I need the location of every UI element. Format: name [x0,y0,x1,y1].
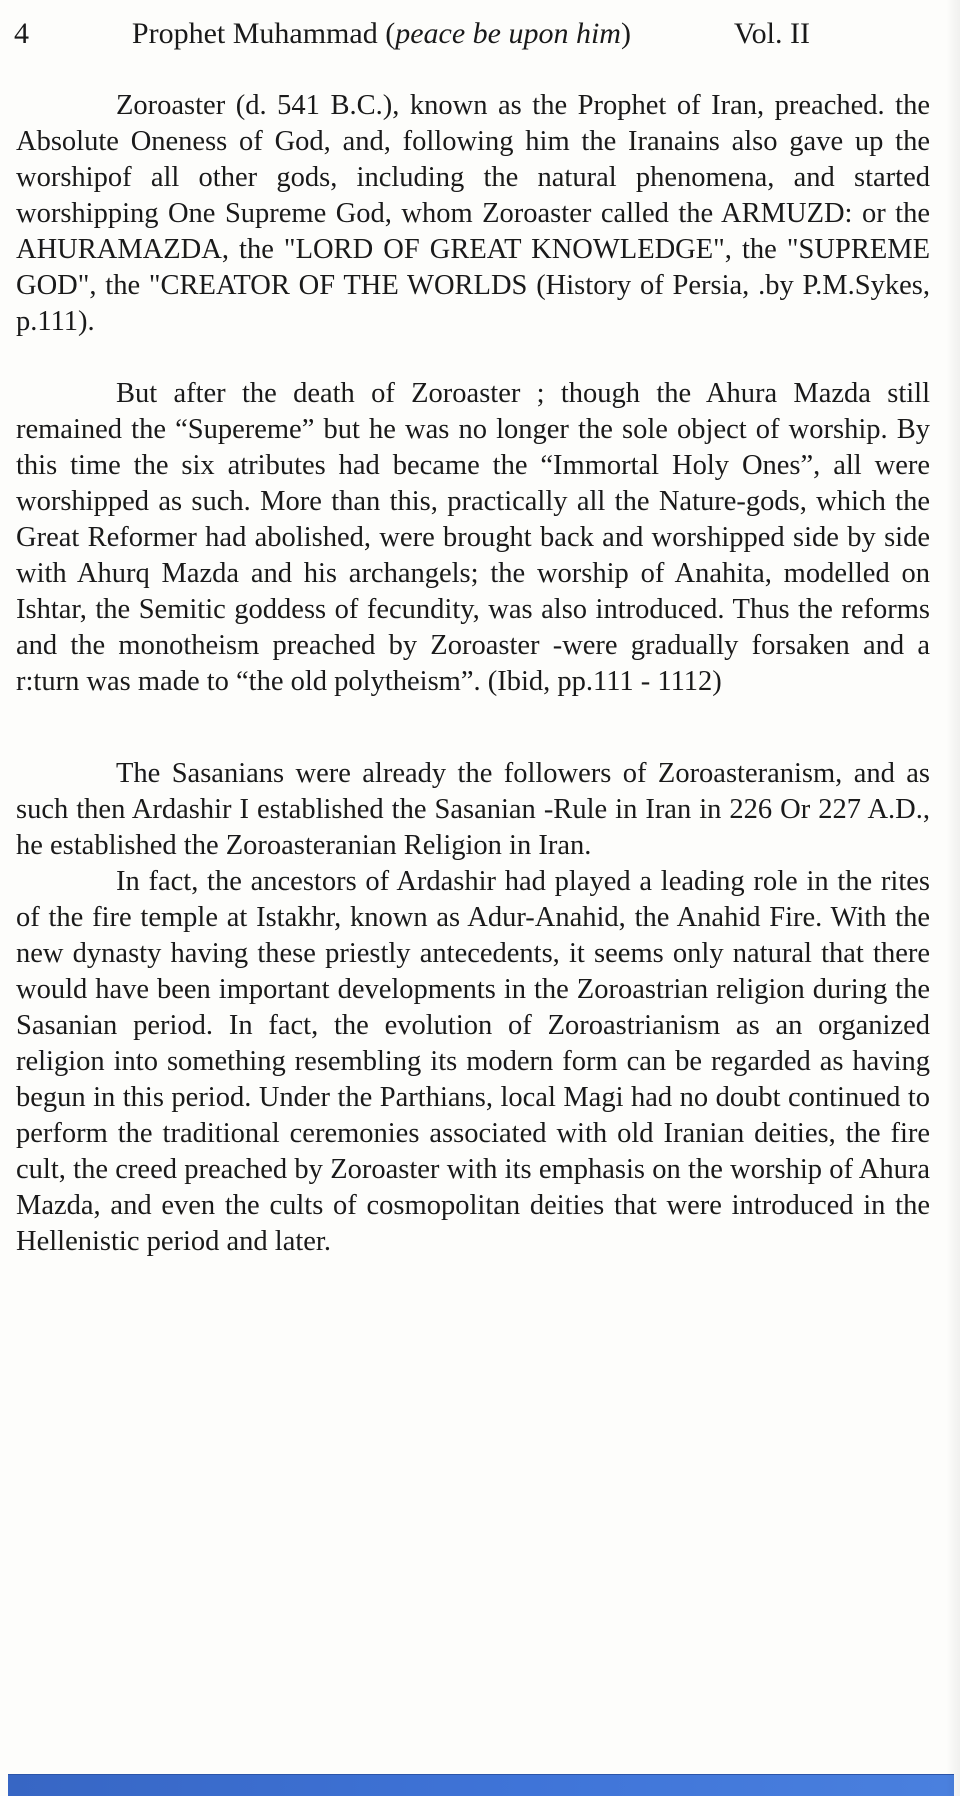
paragraph-zoroaster-intro: Zoroaster (d. 541 B.C.), known as the Prophet of Iran, preached. the Absolute Oneness of God, and, following him the Iranains also gave up the worshipof all other gods, including the natural phenomena, and started worshipping One Supreme God, whom Zoroaster called the ARMUZD: or the AHURAMAZDA, the "LORD OF GREAT KNOWLEDGE", the "SUPREME GOD", the "CREATOR OF THE WORLDS (History of Persia, .by P.M.Sykes, p.111). [16,90,930,337]
running-title-italic: peace be upon him [395,17,621,50]
page-body-text [0,52,960,1260]
running-title-suffix: ) [620,17,631,50]
scan-bottom-blue-bar [8,1774,954,1796]
running-title [29,16,734,52]
page-header [0,0,960,52]
page-number: 4 [14,17,29,50]
volume-label: Vol. II [733,17,810,50]
running-title-prefix: Prophet Muhammad ( [131,17,396,50]
paragraph-after-death: But after the death of Zoroaster ; though the Ahura Mazda still remained the “Supereme” but he was no longer the sole object of worship. By this time the six atributes had became the “Immortal Holy Ones”, all were worshipped as such. More than this, practically all the Nature-gods, which the Great Reformer had abolished, were brought back and worshipped side by side with Ahurq Mazda and his archangels; the worship of Anahita, modelled on Ishtar, the Semitic goddess of fecundity, was also introduced. Thus the reforms and the monotheism preached by Zoroaster -were gradually forsaken and a r:turn was made to “the old polytheism”. (Ibid, pp.111 - 1112) [16,378,930,697]
paragraph-sasanians: The Sasanians were already the followers of Zoroasteranism, and as such then Ardashir I established the Sasanian -Rule in Iran in 226 Or 227 A.D., he established the Zoroasteranian Religion in Iran. [16,758,930,861]
paragraph-ardashir-ancestors: In fact, the ancestors of Ardashir had played a leading role in the rites of the fire temple at Istakhr, known as Adur-Anahid, the Anahid Fire. With the new dynasty having these priestly antecedents, it seems only natural that there would have been important developments in the Zoroastrian religion during the Sasanian period. In fact, the evolution of Zoroastrianism as an organized religion into something resembling its modern form can be regarded as having begun in this period. Under the Parthians, local Magi had no doubt continued to perform the traditional ceremonies associated with old Iranian deities, the fire cult, the creed preached by Zoroaster with its emphasis on the worship of Ahura Mazda, and even the cults of cosmopolitan deities that were introduced in the Hellenistic period and later. [16,866,930,1257]
